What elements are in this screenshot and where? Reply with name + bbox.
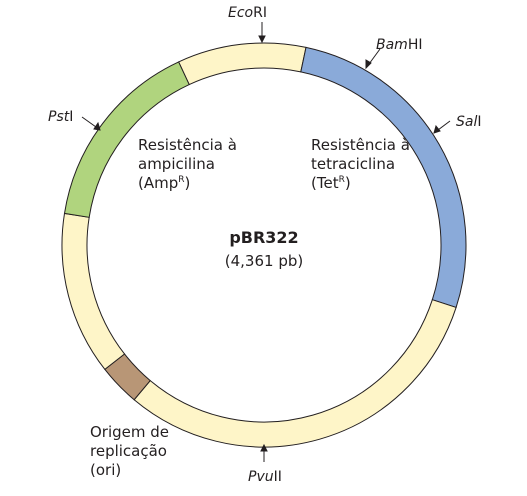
backbone-segment-left <box>62 213 125 369</box>
sali-label: SalI <box>456 114 482 130</box>
backbone-segment-top <box>179 43 306 85</box>
amp-label-line2: ampicilina <box>138 155 215 173</box>
plasmid-name: pBR322 <box>229 228 299 247</box>
backbone-segment-bottom <box>134 300 456 447</box>
bamhi-label: BamHI <box>376 37 423 53</box>
amp-label-line1: Resistência à <box>138 136 237 154</box>
tetracycline-resistance-label <box>311 136 410 192</box>
bamhi-arrowhead <box>366 60 371 68</box>
plasmid-size: (4,361 pb) <box>224 252 304 270</box>
psti-arrow <box>82 117 96 127</box>
ecori-label: EcoRI <box>228 5 267 21</box>
ampicillin-resistance-label <box>138 136 237 192</box>
tet-label-line1: Resistência à <box>311 136 410 154</box>
ori-label-line3: (ori) <box>90 461 122 479</box>
tet-label-line3: (Tet$^R$) <box>311 174 351 192</box>
amp-label-line3: (Amp$^R$) <box>138 174 191 192</box>
sali-arrow <box>438 121 450 130</box>
sali-arrowhead <box>434 126 440 133</box>
ori-label-line2: replicação <box>90 442 167 460</box>
pvuii-label: PvuII <box>248 469 282 485</box>
ecori-arrowhead <box>259 36 265 42</box>
ori-label-line1: Origem de <box>90 423 170 441</box>
origin-of-replication-label <box>90 423 169 479</box>
psti-label: PstI <box>48 109 74 125</box>
tet-label-line2: tetraciclina <box>311 155 396 173</box>
